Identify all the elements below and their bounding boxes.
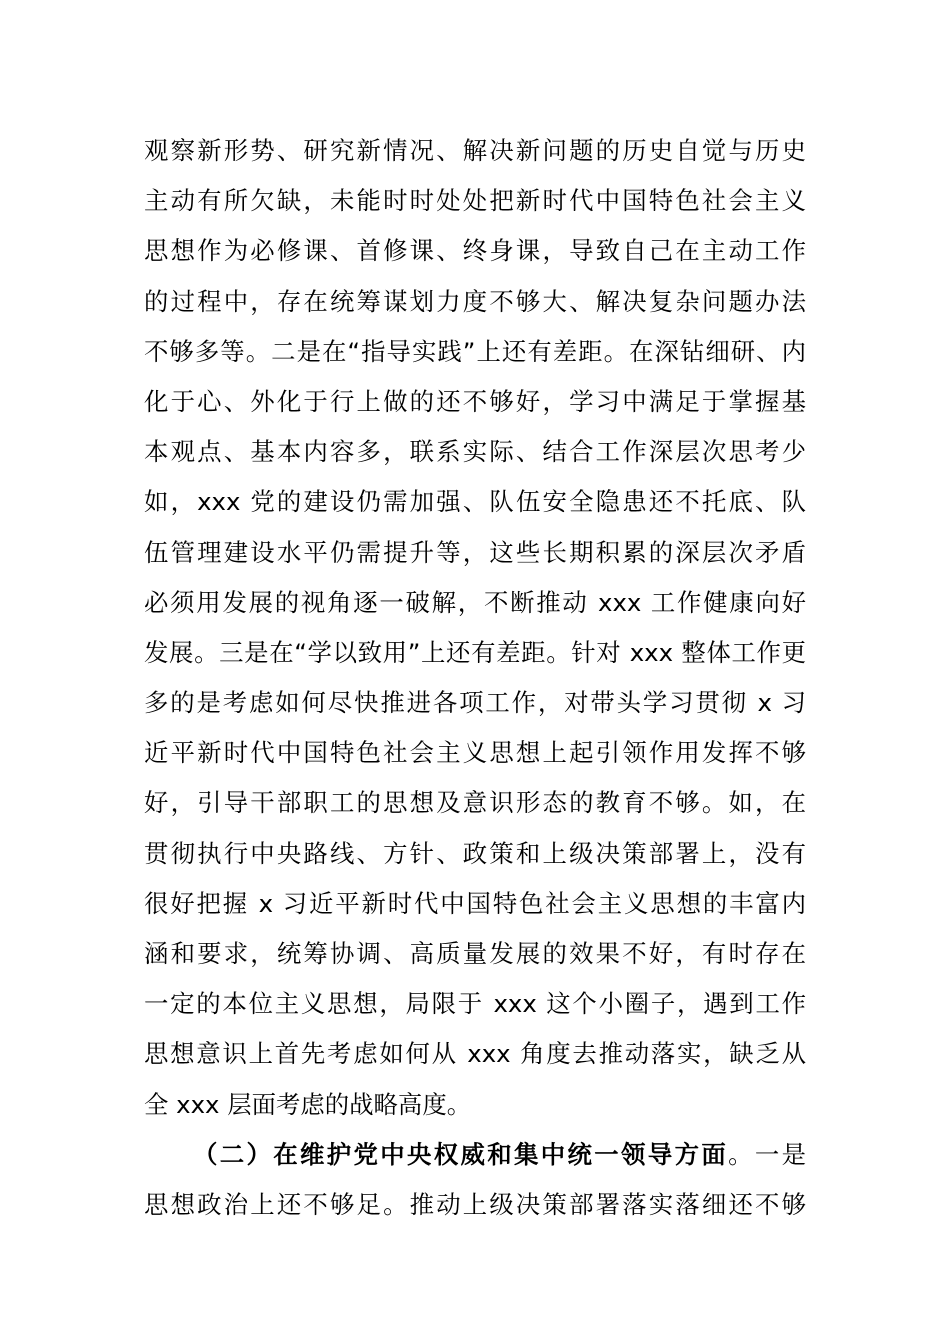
text-line: 一定的本位主义思想，局限于 xxx 这个小圈子，遇到工作 (144, 989, 806, 1019)
section-heading: （二）在维护党中央权威和集中统一领导方面 (193, 1139, 729, 1169)
text-line: 涵和要求，统筹协调、高质量发展的效果不好，有时存在 (144, 939, 806, 968)
text-line: 主动有所欠缺，未能时时处处把新时代中国特色社会主义 (144, 186, 806, 216)
section-heading-tail: 。一是 (728, 1139, 806, 1169)
text-line: 伍管理建设水平仍需提升等，这些长期积累的深层次矛盾 (144, 537, 806, 567)
paragraph-1 (144, 126, 806, 1130)
text-line: 发展。三是在“学以致用”上还有差距。针对 xxx 整体工作更 (144, 637, 806, 667)
text-line: 很好把握 x 习近平新时代中国特色社会主义思想的丰富内 (144, 888, 806, 918)
text-line: 思想政治上还不够足。推动上级决策部署落实落细还不够 (144, 1189, 806, 1219)
text-line: 本观点、基本内容多，联系实际、结合工作深层次思考少 (144, 437, 806, 467)
text-line: 观察新形势、研究新情况、解决新问题的历史自觉与历史 (144, 136, 806, 165)
text-line: 必须用发展的视角逐一破解，不断推动 xxx 工作健康向好 (144, 587, 806, 617)
text-line: 如，xxx 党的建设仍需加强、队伍安全隐患还不托底、队 (144, 487, 806, 517)
text-line: 的过程中，存在统筹谋划力度不够大、解决复杂问题办法 (144, 286, 806, 316)
section-2 (144, 1130, 806, 1230)
text-line: 思想作为必修课、首修课、终身课，导致自己在主动工作 (144, 236, 806, 266)
text-line: 好，引导干部职工的思想及意识形态的教育不够。如，在 (144, 788, 806, 818)
text-line: 多的是考虑如何尽快推进各项工作，对带头学习贯彻 x 习 (144, 688, 806, 718)
section-2-heading-line (144, 1130, 806, 1180)
text-line: 贯彻执行中央路线、方针、政策和上级决策部署上，没有 (144, 838, 806, 868)
text-line: 全 xxx 层面考虑的战略高度。 (144, 1089, 472, 1119)
text-line: 思想意识上首先考虑如何从 xxx 角度去推动落实，缺乏从 (144, 1039, 806, 1069)
text-line: 不够多等。二是在“指导实践”上还有差距。在深钻细研、内 (144, 336, 806, 366)
text-line: 近平新时代中国特色社会主义思想上起引领作用发挥不够 (144, 738, 806, 768)
document-body (144, 126, 806, 1230)
text-line: 化于心、外化于行上做的还不够好，学习中满足于掌握基 (144, 386, 806, 416)
